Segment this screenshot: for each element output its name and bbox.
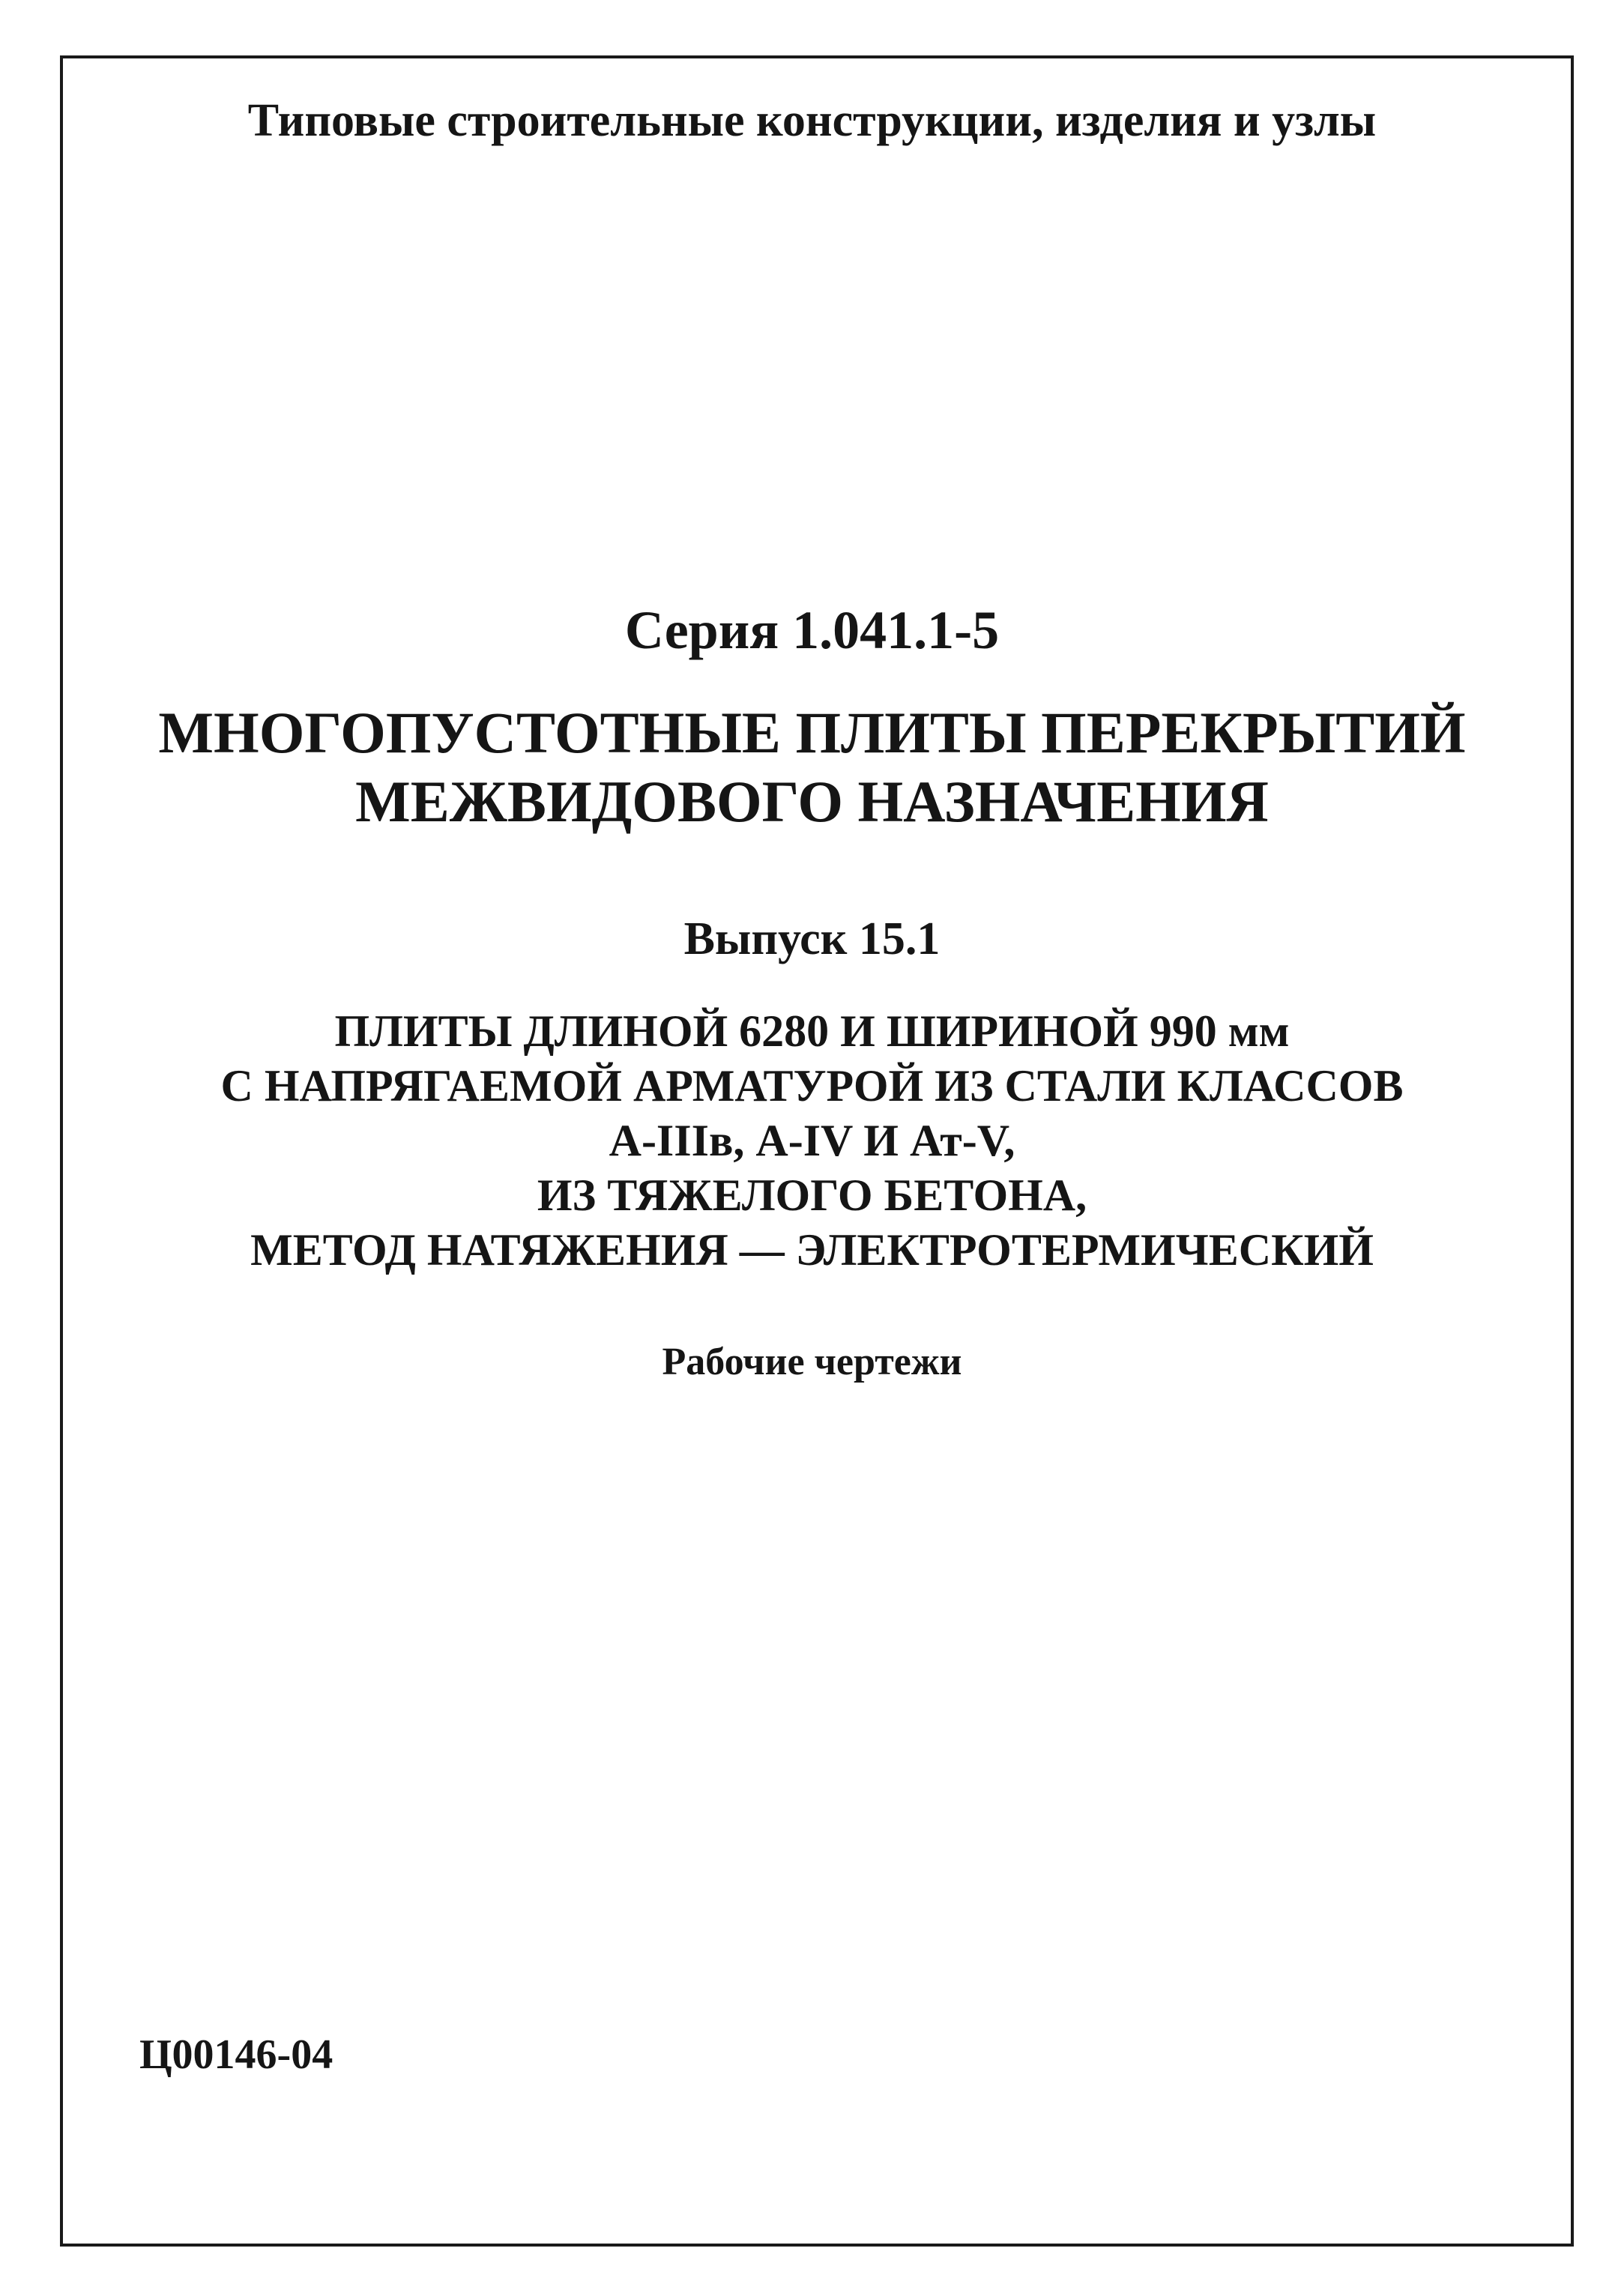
main-title-line-1: МНОГОПУСТОТНЫЕ ПЛИТЫ ПЕРЕКРЫТИЙ — [158, 700, 1466, 765]
series-number: Серия 1.041.1-5 — [624, 600, 1000, 660]
document-type: Рабочие чертежи — [662, 1341, 962, 1383]
subtitle-line-3: А-IIIв, А-IV И Ат-V, — [609, 1116, 1015, 1165]
subtitle-line-2: С НАПРЯГАЕМОЙ АРМАТУРОЙ ИЗ СТАЛИ КЛАССОВ — [220, 1061, 1404, 1111]
subtitle-line-4: ИЗ ТЯЖЕЛОГО БЕТОНА, — [537, 1170, 1087, 1220]
issue-number: Выпуск 15.1 — [683, 913, 941, 964]
document-code: Ц00146-04 — [139, 2031, 333, 2078]
subtitle — [0, 1004, 1624, 1278]
subtitle-line-1: ПЛИТЫ ДЛИНОЙ 6280 И ШИРИНОЙ 990 мм — [334, 1006, 1290, 1056]
subtitle-line-5: МЕТОД НАТЯЖЕНИЯ — ЭЛЕКТРОТЕРМИЧЕСКИЙ — [250, 1225, 1374, 1275]
main-title-line-2: МЕЖВИДОВОГО НАЗНАЧЕНИЯ — [355, 769, 1269, 834]
main-title — [0, 698, 1624, 836]
header-title: Типовые строительные конструкции, изделия и узлы — [247, 95, 1377, 146]
